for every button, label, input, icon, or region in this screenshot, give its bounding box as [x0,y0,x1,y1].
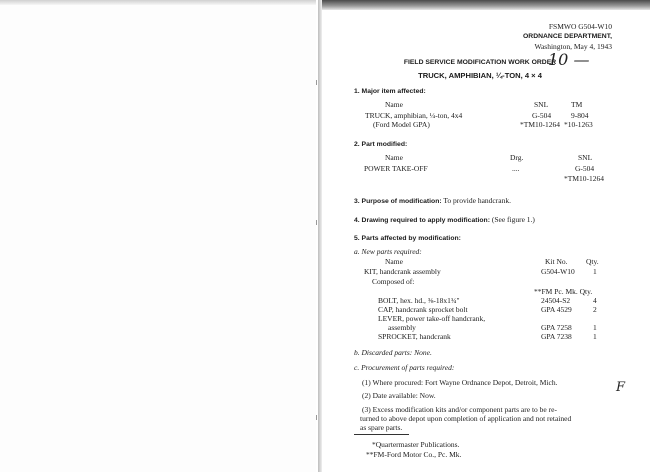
part-row-no: GPA 7258 [541,323,572,332]
col-qty: Qty. [586,257,599,266]
col-name: Name [385,100,403,109]
item-snl-2: *TM10-1264 [520,120,560,129]
place-date: Washington, May 4, 1943 [534,42,612,51]
sub-header: **FM Pc. Mk. Qty. [534,287,593,296]
right-page-top-edge [318,0,650,10]
part-snl: G-504 [575,164,595,173]
col-name: Name [385,153,403,162]
section-4-heading: 4. Drawing required to apply modification: [354,217,490,224]
part-row-name: assembly [388,323,416,332]
section-1-heading: 1. Major item affected: [354,88,426,95]
handwritten-f: F [616,380,626,395]
part-row-qty: 2 [593,305,597,314]
kit-no: G504-W10 [541,267,575,276]
part-row-qty: 1 [593,323,597,332]
department: ORDNANCE DEPARTMENT, [523,33,612,40]
col-snl: SNL [534,100,549,109]
handwritten-mark: 10 — [548,50,590,69]
new-parts-label: a. New parts required: [354,247,422,256]
col-kit-no: Kit No. [545,257,568,266]
footnote-2: **FM-Ford Motor Co., Pc. Mk. [366,450,462,459]
col-name: Name [385,257,403,266]
part-row-qty: 1 [593,332,597,341]
section-4-text: (See figure 1.) [491,215,535,224]
scan-mark [316,80,317,85]
item-tm: 9-804 [571,111,589,120]
part-row-no: 24504-S2 [541,296,571,305]
where-procured: (1) Where procured: Fort Wayne Ordnance Depot, Detroit, Mich. [362,378,558,387]
left-blank-page [0,0,316,472]
kit-name: KIT, handcrank assembly [364,267,441,276]
col-tm: TM [571,100,583,109]
section-3-heading: 3. Purpose of modification: [354,198,442,205]
item-tm-2: *10-1263 [564,120,593,129]
excess-note-3: as spare parts. [360,423,403,432]
part-row-name: LEVER, power take-off handcrank, [378,314,486,323]
footnote-rule [354,434,409,435]
item-name: TRUCK, amphibian, ¼-ton, 4x4 [365,111,463,120]
part-row-no: GPA 7238 [541,332,572,341]
col-drg: Drg. [510,153,524,162]
title-line-2: TRUCK, AMPHIBIAN, ¼-TON, 4 × 4 [418,71,542,80]
col-snl: SNL [578,153,593,162]
part-row-name: BOLT, hex. hd., ⅜-18x1¾" [378,296,460,305]
composed-of: Composed of: [372,277,415,286]
page-fold [318,0,322,472]
left-page-top-edge [0,0,316,5]
footnote-1: *Quartermaster Publications. [372,440,460,449]
excess-note-2: turned to above depot upon completion of application and not retained [360,414,572,423]
part-row-no: GPA 4529 [541,305,572,314]
order-number: FSMWO G504-W10 [548,22,612,31]
section-4 [354,215,535,225]
kit-qty: 1 [593,267,597,276]
scan-mark [316,220,317,225]
date-available: (2) Date available: Now. [362,391,436,400]
part-drg: .... [512,164,520,173]
part-row-name: SPROCKET, handcrank [378,332,451,341]
section-2-heading: 2. Part modified: [354,141,408,148]
title-line-1: FIELD SERVICE MODIFICATION WORK ORDER [403,59,557,66]
part-row-qty: 4 [593,296,597,305]
section-5-heading: 5. Parts affected by modification: [354,235,461,242]
procurement-label: c. Procurement of parts required: [354,363,455,372]
part-snl-2: *TM10-1264 [564,174,604,183]
section-3-text: To provide handcrank. [443,196,511,205]
excess-note-1: (3) Excess modification kits and/or component parts are to be re- [362,405,557,414]
scan-mark [316,415,317,420]
discarded-parts: b. Discarded parts: None. [354,348,432,357]
item-snl: G-504 [532,111,552,120]
item-model: (Ford Model GPA) [373,120,430,129]
section-3 [354,196,511,206]
part-row-name: CAP, handcrank sprocket bolt [378,305,468,314]
part-name: POWER TAKE-OFF [364,164,428,173]
